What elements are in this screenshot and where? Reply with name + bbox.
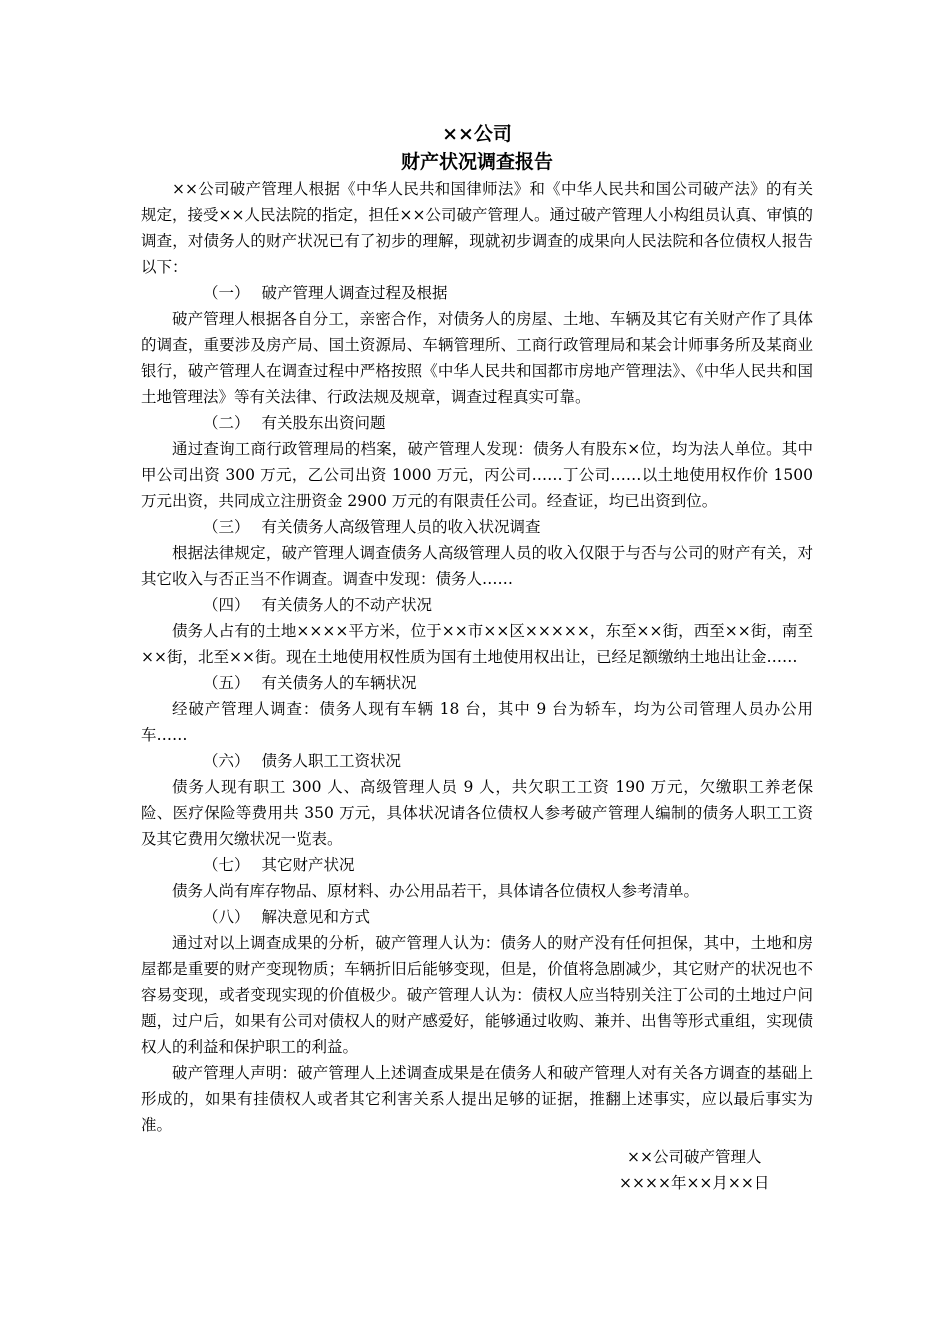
section-heading-7 [141, 852, 813, 878]
intro-paragraph: ××公司破产管理人根据《中华人民共和国律师法》和《中华人民共和国公司破产法》的有关规定，接受××人民法院的指定，担任××公司破产管理人。通过破产管理人小构组员认真、审慎的调查，对债务人的财产状况已有了初步的理解，现就初步调查的成果向人民法院和各位债权人报告以下： [141, 180, 813, 276]
section-heading-6 [141, 748, 813, 774]
section-heading-text: 有关债务人高级管理人员的收入状况调查 [261, 518, 541, 536]
section-number: （六） [203, 752, 250, 770]
section-heading-4 [141, 592, 813, 618]
section-heading-text: 解决意见和方式 [261, 908, 371, 926]
section-heading-text: 其它财产状况 [261, 856, 355, 874]
section-number: （四） [203, 596, 250, 614]
section-heading-1 [141, 280, 813, 306]
section-number: （五） [203, 674, 250, 692]
section-heading-text: 有关债务人的不动产状况 [261, 596, 433, 614]
section-number: （二） [203, 414, 250, 432]
declaration-paragraph: 破产管理人声明：破产管理人上述调查成果是在债务人和破产管理人对有关各方调查的基础上形成的，如果有挂债权人或者其它利害关系人提出足够的证据，推翻上述事实，应以最后事实为准。 [141, 1064, 813, 1134]
section-heading-8 [141, 904, 813, 930]
section-body-8: 通过对以上调查成果的分析，破产管理人认为：债务人的财产没有任何担保，其中，土地和房屋都是重要的财产变现物质；车辆折旧后能够变现，但是，价值将急剧减少，其它财产的状况也不容易变现，或者变现实现的价值极少。破产管理人认为：债权人应当特别关注丁公司的土地过户问题，过户后，如果有公司对债权人的财产感爱好，能够通过收购、兼并、出售等形式重组，实现债权人的利益和保护职工的利益。 [141, 934, 813, 1056]
document-title-report: 财产状况调查报告 [400, 151, 553, 173]
section-body-7: 债务人尚有库存物品、原材料、办公用品若干，具体请各位债权人参考清单。 [172, 882, 700, 900]
section-body-3: 根据法律规定，破产管理人调查债务人高级管理人员的收入仅限于与否与公司的财产有关，对其它收入与否正当不作调查。调查中发现：债务人…… [141, 544, 813, 588]
section-heading-text: 有关债务人的车辆状况 [261, 674, 417, 692]
date-line: ××××年××月××日 [619, 1174, 770, 1192]
section-number: （三） [203, 518, 250, 536]
document-body [141, 120, 813, 1138]
section-heading-text: 债务人职工工资状况 [261, 752, 402, 770]
document-title-company: ××公司 [442, 123, 512, 145]
section-heading-5 [141, 670, 813, 696]
section-body-4: 债务人占有的土地××××平方米，位于××市××区×××××，东至××街，西至××街，南至××街，北至××街。现在土地使用权性质为国有土地使用权出让，已经足额缴纳土地出让金…… [141, 622, 813, 666]
section-heading-2 [141, 410, 813, 436]
signature-line: ××公司破产管理人 [627, 1148, 762, 1166]
section-heading-text: 有关股东出资问题 [261, 414, 386, 432]
section-body-2: 通过查询工商行政管理局的档案，破产管理人发现：债务人有股东×位，均为法人单位。其中甲公司出资 300 万元，乙公司出资 1000 万元，丙公司……丁公司……以土地使用权作价 1500 万元出资，共同成立注册资金 2900 万元的有限责任公司。经查证，均已出资到位。 [141, 440, 813, 510]
section-heading-text: 破产管理人调查过程及根据 [261, 284, 448, 302]
section-number: （八） [203, 908, 250, 926]
section-number: （一） [203, 284, 250, 302]
section-number: （七） [203, 856, 250, 874]
section-body-1: 破产管理人根据各自分工，亲密合作，对债务人的房屋、土地、车辆及其它有关财产作了具体的调查，重要涉及房产局、国土资源局、车辆管理所、工商行政管理局和某会计师事务所及某商业银行，破产管理人在调查过程中严格按照《中华人民共和国都市房地产管理法》、《中华人民共和国土地管理法》等有关法律、行政法规及规章，调查过程真实可靠。 [141, 310, 813, 406]
section-body-5: 经破产管理人调查：债务人现有车辆 18 台，其中 9 台为轿车，均为公司管理人员办公用车…… [141, 700, 813, 744]
section-body-6: 债务人现有职工 300 人、高级管理人员 9 人，共欠职工工资 190 万元，欠缴职工养老保险、医疗保险等费用共 350 万元，具体状况请各位债权人参考破产管理人编制的债务人职工工资及其它费用欠缴状况一览表。 [141, 778, 813, 848]
section-heading-3 [141, 514, 813, 540]
